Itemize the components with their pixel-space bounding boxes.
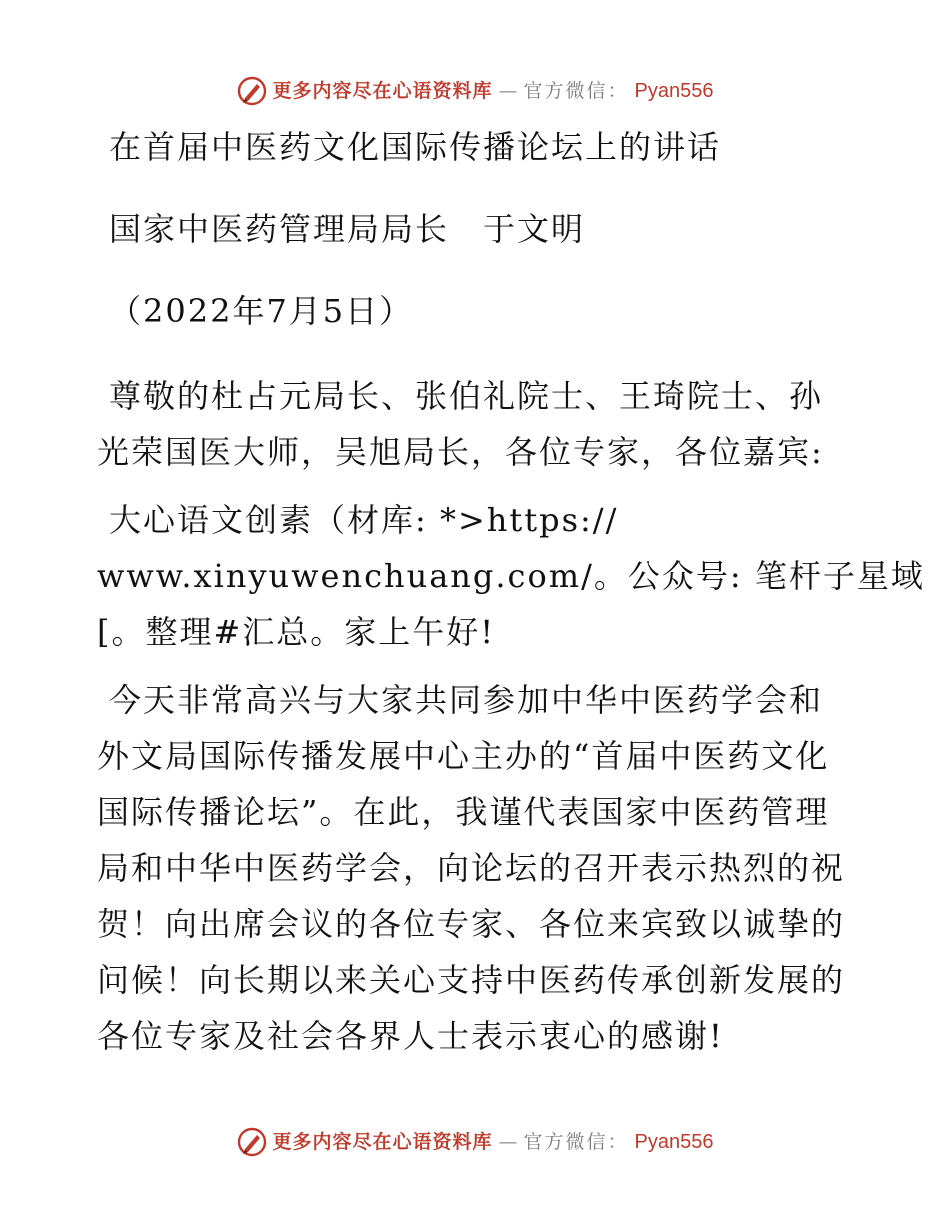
salutation-paragraph <box>97 368 857 480</box>
header-banner <box>0 76 950 106</box>
document-title: 在首届中医药文化国际传播论坛上的讲话 <box>109 128 722 166</box>
banner-wechat-id: Pyan556 <box>634 80 714 102</box>
pen-logo-icon <box>237 1127 267 1157</box>
paragraph-line: 今天非常高兴与大家共同参加中华中医药学会和 <box>109 681 824 719</box>
greeting-line: [。整理#汇总。家上午好! <box>97 613 496 651</box>
pen-logo-icon <box>237 76 267 106</box>
paragraph-line: 国际传播论坛”。在此，我谨代表国家中医药管理 <box>97 793 830 831</box>
date-line: （2022年7月5日） <box>109 292 414 330</box>
greeting-line: www.xinyuwenchuang.com/。公众号: 笔杆子星域 <box>97 557 925 595</box>
paragraph-line: 外文局国际传播发展中心主办的“首届中医药文化 <box>97 737 830 775</box>
footer-banner <box>0 1127 950 1157</box>
paragraph-line: 各位专家及社会各界人士表示衷心的感谢! <box>97 1017 724 1055</box>
paragraph-line: 局和中华中医药学会，向论坛的召开表示热烈的祝 <box>97 849 846 887</box>
paragraph-line: 贺！向出席会议的各位专家、各位来宾致以诚挚的 <box>97 905 846 943</box>
banner-dash: — <box>498 1131 518 1153</box>
banner-dash: — <box>498 80 518 102</box>
banner-slogan: 更多内容尽在心语资料库 <box>272 80 493 102</box>
paragraph-line: 问候！向长期以来关心支持中医药传承创新发展的 <box>97 961 846 999</box>
opening-paragraph <box>97 672 857 1064</box>
greeting-paragraph <box>97 492 925 660</box>
salutation-line: 光荣国医大师，吴旭局长，各位专家，各位嘉宾: <box>97 433 824 471</box>
banner-wechat-id: Pyan556 <box>634 1131 714 1153</box>
banner-slogan: 更多内容尽在心语资料库 <box>272 1131 493 1153</box>
banner-label: 官方微信： <box>523 80 629 102</box>
document-body <box>97 122 925 1064</box>
banner-label: 官方微信： <box>523 1131 629 1153</box>
speaker-line: 国家中医药管理局局长 于文明 <box>109 210 586 248</box>
salutation-line: 尊敬的杜占元局长、张伯礼院士、王琦院士、孙 <box>109 377 824 415</box>
greeting-line: 大心语文创素（材库: *>https:// <box>109 501 619 539</box>
